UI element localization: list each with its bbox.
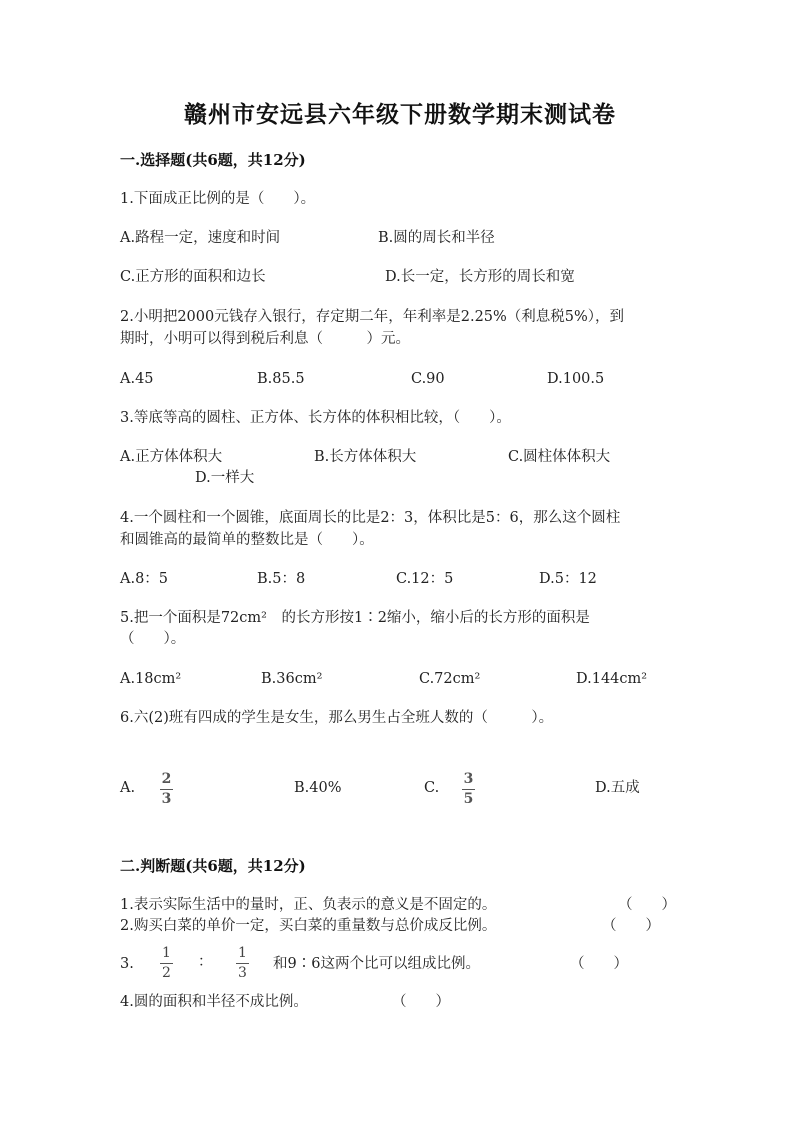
q3-option-d[interactable]: D.一样大 [195,470,255,486]
j2-text: 2.购买白菜的单价一定，买白菜的重量数与总价成反比例。 [120,918,497,934]
q2-option-c[interactable]: C.90 [411,371,445,387]
section-heading-judgement: 二.判断题(共6题，共12分) [120,857,306,875]
q4-option-a[interactable]: A.8：5 [120,571,169,587]
q3-option-c[interactable]: C.圆柱体体积大 [508,449,611,465]
fraction-bar [160,963,173,964]
j1-text: 1.表示实际生活中的量时，正、负表示的意义是不固定的。 [120,897,497,913]
j3-text: 和9∶6这两个比可以组成比例。 [273,956,480,972]
fraction-bar [160,789,173,790]
j3-fraction-2 [236,946,249,980]
j3-fraction-1 [160,946,173,980]
fraction-bar [236,963,249,964]
fraction-denominator: 3 [238,965,247,981]
q2-option-a[interactable]: A.45 [120,371,154,387]
q4-option-b[interactable]: B.5：8 [257,571,306,587]
j4-answer-paren[interactable]: （ ） [392,994,450,1010]
q5-option-d[interactable]: D.144cm² [576,671,648,687]
q6-option-d[interactable]: D.五成 [595,780,640,796]
j3-answer-paren[interactable]: （ ） [570,956,628,972]
q6-option-a-fraction [160,772,173,806]
q4-stem-line1: 4.一个圆柱和一个圆锥，底面周长的比是2：3，体积比是5：6，那么这个圆柱 [120,510,621,526]
page-title: 赣州市安远县六年级下册数学期末测试卷 [184,101,616,128]
section-heading-choice: 一.选择题(共6题，共12分) [120,151,306,169]
q5-stem-line1: 5.把一个面积是72cm² 的长方形按1∶2缩小，缩小后的长方形的面积是 [120,610,590,626]
q5-option-c[interactable]: C.72cm² [419,671,481,687]
j1-answer-paren[interactable]: （ ） [618,897,676,913]
q5-option-a[interactable]: A.18cm² [120,671,182,687]
q6-stem: 6.六(2)班有四成的学生是女生，那么男生占全班人数的（ ）。 [120,710,554,726]
q4-option-d[interactable]: D.5：12 [539,571,597,587]
q2-stem-line1: 2.小明把2000元钱存入银行，存定期二年，年利率是2.25%（利息税5%），到 [120,309,625,325]
q1-option-a[interactable]: A.路程一定，速度和时间 [120,230,281,246]
q1-stem: 1.下面成正比例的是（ ）。 [120,191,316,207]
q5-stem-line2: （ ）。 [120,631,186,647]
q5-option-b[interactable]: B.36cm² [261,671,323,687]
fraction-numerator: 1 [162,945,171,961]
fraction-bar [462,789,475,790]
q2-option-b[interactable]: B.85.5 [257,371,305,387]
j4-text: 4.圆的面积和半径不成比例。 [120,994,308,1010]
j2-answer-paren[interactable]: （ ） [602,918,660,934]
fraction-denominator: 2 [162,965,171,981]
q3-option-a[interactable]: A.正方体体积大 [120,449,223,465]
q2-stem-line2: 期时，小明可以得到税后利息（ ）元。 [120,331,410,347]
q6-option-a-label[interactable]: A. [120,780,136,796]
q1-option-d[interactable]: D.长一定，长方形的周长和宽 [385,269,575,285]
fraction-denominator: 3 [161,791,172,807]
q6-option-b[interactable]: B.40% [294,780,342,796]
fraction-numerator: 1 [238,945,247,961]
fraction-denominator: 5 [463,791,474,807]
q4-stem-line2: 和圆锥高的最简单的整数比是（ ）。 [120,532,374,548]
q2-option-d[interactable]: D.100.5 [547,371,605,387]
j3-ratio-colon: ： [198,954,213,970]
fraction-numerator: 3 [463,771,474,787]
q4-option-c[interactable]: C.12：5 [396,571,454,587]
fraction-numerator: 2 [161,771,172,787]
q6-option-c-label[interactable]: C. [424,780,440,796]
q1-option-c[interactable]: C.正方形的面积和边长 [120,269,266,285]
q3-stem: 3.等底等高的圆柱、正方体、长方体的体积相比较，（ ）。 [120,410,511,426]
q1-option-b[interactable]: B.圆的周长和半径 [378,230,495,246]
q3-option-b[interactable]: B.长方体体积大 [314,449,417,465]
q6-option-c-fraction [462,772,475,806]
j3-label: 3. [120,956,134,972]
